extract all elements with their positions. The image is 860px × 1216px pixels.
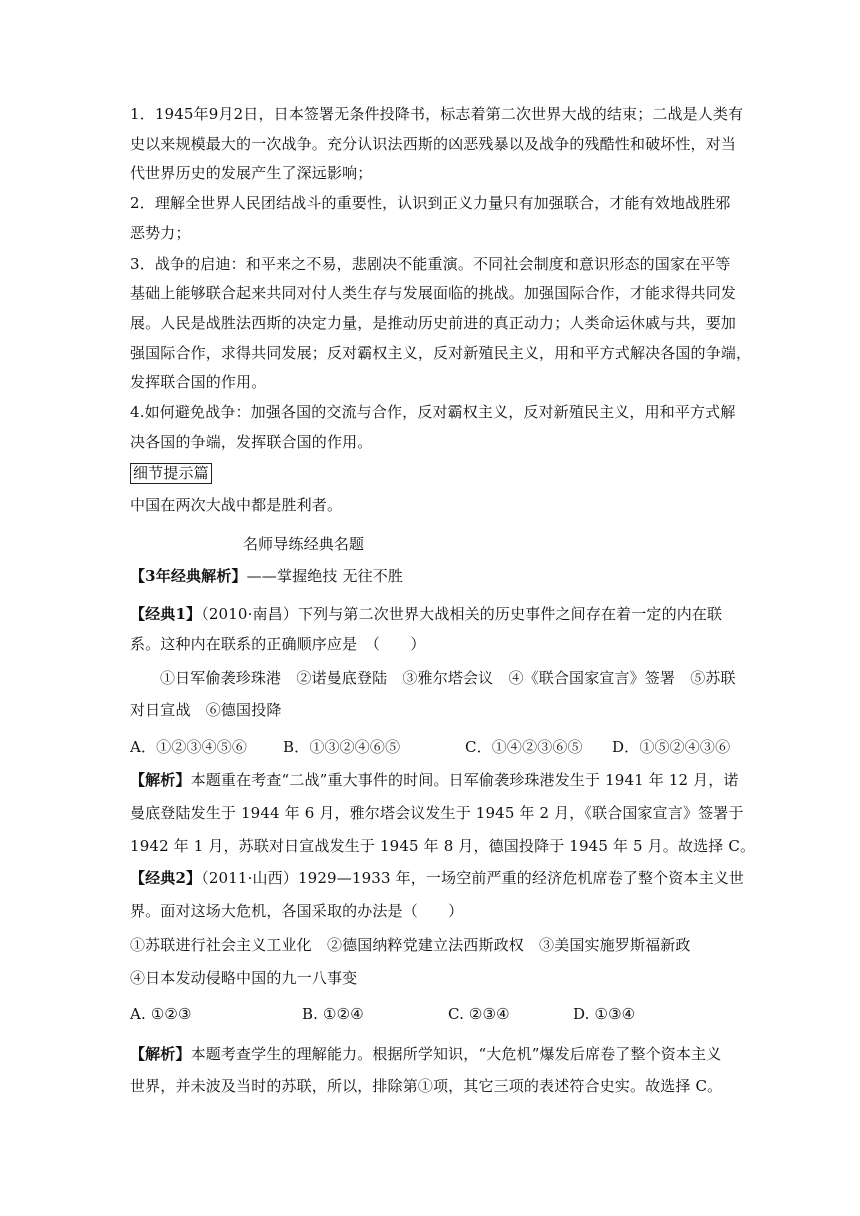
summary-line-12: 决各国的争端，发挥联合国的作用。 bbox=[130, 433, 373, 451]
q1-line-1 bbox=[130, 604, 722, 624]
q2-line-2: 界。面对这场大危机，各国采取的办法是（ ） bbox=[130, 902, 464, 920]
q2-analysis-line-2: 世界，并未波及当时的苏联，所以，排除第①项，其它三项的表述符合史实。故选择 C。 bbox=[130, 1077, 723, 1095]
q1-analysis-line-1 bbox=[130, 770, 739, 790]
q1-option-b: B．①③②④⑥⑤ bbox=[283, 738, 401, 756]
summary-line-10: 发挥联合国的作用。 bbox=[130, 373, 267, 391]
q1-text-1: （2010·南昌）下列与第二次世界大战相关的历史事件之间存在着一定的内在联 bbox=[201, 605, 723, 623]
q1-line-2: 系。这种内在联系的正确顺序应是 （ ） bbox=[130, 635, 426, 653]
q1-analysis-tag: 【解析】 bbox=[130, 771, 191, 789]
q2-option-a: A. ①②③ bbox=[130, 1005, 192, 1023]
intro-bold: 【3年经典解析】 bbox=[130, 567, 247, 585]
summary-line-3: 代世界历史的发展产生了深远影响； bbox=[130, 164, 373, 182]
section-title: 名师导练经典名题 bbox=[243, 535, 365, 553]
q2-option-d: D. ①③④ bbox=[573, 1005, 636, 1023]
detail-text: 中国在两次大战中都是胜利者。 bbox=[130, 496, 343, 514]
q1-analysis-text-1: 本题重在考查“二战”重大事件的时间。日军偷袭珍珠港发生于 1941 年 12 月，诺 bbox=[190, 771, 739, 789]
detail-heading bbox=[130, 463, 212, 484]
summary-line-5: 恶势力； bbox=[130, 224, 191, 242]
summary-line-9: 强国际合作，求得共同发展；反对霸权主义，反对新殖民主义，用和平方式解决各国的争端， bbox=[130, 344, 752, 362]
summary-line-2: 史以来规模最大的一次战争。充分认识法西斯的凶恶残暴以及战争的残酷性和破坏性，对当 bbox=[130, 135, 737, 153]
q2-text-1: （2011·山西）1929—1933 年，一场空前严重的经济危机席卷了整个资本主义世 bbox=[201, 869, 745, 887]
summary-line-7: 基础上能够联合起来共同对付人类生存与发展面临的挑战。加强国际合作，才能求得共同发 bbox=[130, 284, 737, 302]
detail-heading-label: 细节提示篇 bbox=[130, 463, 212, 484]
q1-line-4: 对日宣战 ⑥德国投降 bbox=[130, 701, 282, 719]
q2-analysis-line-1 bbox=[130, 1044, 721, 1064]
q1-analysis-line-3: 1942 年 1 月，苏联对日宣战发生于 1945 年 8 月，德国投降于 1945 年 5 月。故选择 C。 bbox=[130, 837, 756, 855]
q1-analysis-line-2: 曼底登陆发生于 1944 年 6 月，雅尔塔会议发生于 1945 年 2 月，《联合国家宣言》签署于 bbox=[130, 804, 744, 822]
q2-line-4: ④日本发动侵略中国的九一八事变 bbox=[130, 969, 358, 987]
summary-line-4: 2．理解全世界人民团结战斗的重要性，认识到正义力量只有加强联合，才能有效地战胜邪 bbox=[130, 194, 731, 212]
q1-option-a: A．①②③④⑤⑥ bbox=[130, 738, 248, 756]
q1-tag: 【经典1】 bbox=[130, 605, 202, 623]
q1-option-d: D．①⑤②④③⑥ bbox=[612, 738, 731, 756]
intro-rest: ——掌握绝技 无往不胜 bbox=[246, 567, 404, 585]
q2-line-1 bbox=[130, 868, 744, 888]
q2-analysis-tag: 【解析】 bbox=[130, 1045, 191, 1063]
q2-option-c: C. ②③④ bbox=[448, 1005, 510, 1023]
summary-line-8: 展。人民是战胜法西斯的决定力量，是推动历史前进的真正动力；人类命运休戚与共，要加 bbox=[130, 314, 737, 332]
q2-tag: 【经典2】 bbox=[130, 869, 202, 887]
summary-line-1: 1．1945年9月2日，日本签署无条件投降书，标志着第二次世界大战的结束；二战是人类有 bbox=[130, 105, 744, 123]
q2-option-b: B. ①②④ bbox=[302, 1005, 364, 1023]
intro-line bbox=[130, 566, 403, 586]
summary-line-6: 3．战争的启迪：和平来之不易，悲剧决不能重演。不同社会制度和意识形态的国家在平等 bbox=[130, 255, 731, 273]
q1-line-3: ①日军偷袭珍珠港 ②诺曼底登陆 ③雅尔塔会议 ④《联合国家宣言》签署 ⑤苏联 bbox=[160, 669, 736, 687]
summary-line-11: 4.如何避免战争：加强各国的交流与合作，反对霸权主义，反对新殖民主义，用和平方式解 bbox=[130, 403, 736, 421]
q1-option-c: C．①④②③⑥⑤ bbox=[465, 738, 583, 756]
q2-analysis-text-1: 本题考查学生的理解能力。根据所学知识，“大危机”爆发后席卷了整个资本主义 bbox=[190, 1045, 722, 1063]
q2-line-3: ①苏联进行社会主义工业化 ②德国纳粹党建立法西斯政权 ③美国实施罗斯福新政 bbox=[130, 936, 691, 954]
